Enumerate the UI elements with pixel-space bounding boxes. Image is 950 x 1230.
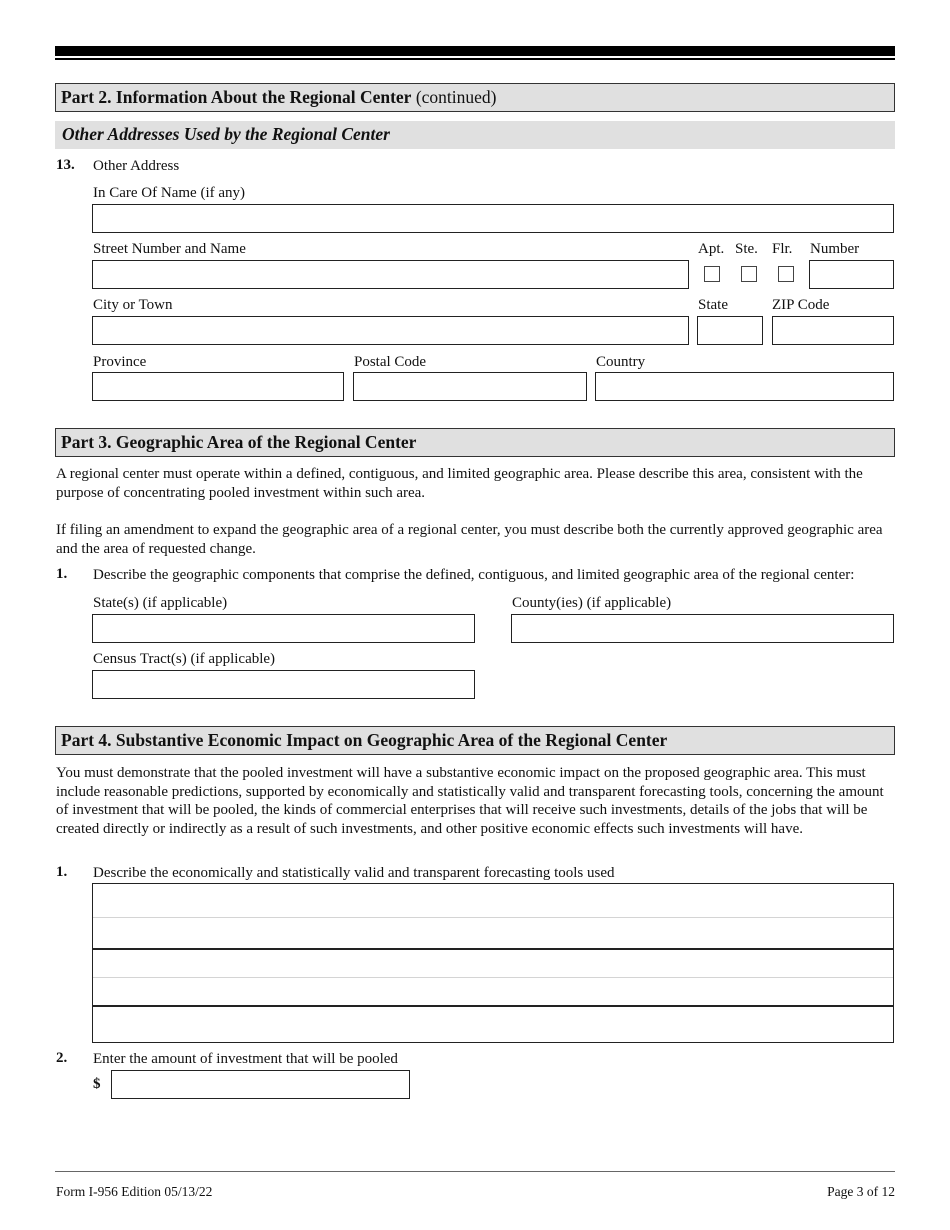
form-edition: Form I-956 Edition 05/13/22 [56,1184,213,1199]
part4-item2-label: Enter the amount of investment that will be pooled [93,1051,398,1067]
counties-label: County(ies) (if applicable) [512,595,672,611]
item-13-label: Other Address [93,158,180,174]
part3-item1-label: Describe the geographic components that comprise the defined, contiguous, and limited geographic area of the regional center: [93,567,855,583]
part2-header [55,83,895,112]
in-care-of-field[interactable] [92,204,894,233]
zip-label: ZIP Code [772,297,830,313]
province-label: Province [93,354,147,370]
city-field[interactable] [92,316,689,345]
country-field[interactable] [595,372,894,401]
postal-code-label: Postal Code [354,354,427,370]
top-rule-thick [55,46,895,56]
street-label: Street Number and Name [93,241,246,257]
textarea-rule [93,917,893,918]
counties-field[interactable] [511,614,894,643]
city-label: City or Town [93,297,173,313]
apt-checkbox[interactable] [704,266,720,282]
part4-item1-number: 1. [56,864,68,880]
textarea-rule [93,977,893,978]
ste-label: Ste. [735,241,758,257]
states-field[interactable] [92,614,475,643]
in-care-of-label: In Care Of Name (if any) [93,185,246,201]
textarea-rule [93,1005,893,1007]
part3-paragraph-1: A regional center must operate within a defined, contiguous, and limited geographic area. Please describe this area, consistent with the purpose of concentrating pooled investment within such area. [56,466,863,501]
number-label: Number [810,241,860,257]
part4-item2-number: 2. [56,1050,68,1066]
part4-header-title: Part 4. Substantive Economic Impact on Geographic Area of the Regional Center [61,730,668,750]
textarea-rule [93,948,893,950]
part2-subheader: Other Addresses Used by the Regional Center [55,121,895,149]
part4-header [55,726,895,755]
flr-checkbox[interactable] [778,266,794,282]
apt-number-field[interactable] [809,260,894,289]
part2-header-continued: (continued) [411,87,497,107]
province-field[interactable] [92,372,344,401]
country-label: Country [596,354,646,370]
part3-header [55,428,895,457]
part3-header-title: Part 3. Geographic Area of the Regional Center [61,432,417,452]
street-field[interactable] [92,260,689,289]
flr-label: Flr. [772,241,793,257]
dollar-sign: $ [93,1076,101,1092]
state-field[interactable] [697,316,763,345]
forecasting-tools-textarea[interactable] [92,883,894,1043]
item-13-number: 13. [56,157,75,173]
ste-checkbox[interactable] [741,266,757,282]
top-rule-thin [55,58,895,60]
footer-rule [55,1171,895,1172]
part3-item1-number: 1. [56,566,68,582]
postal-code-field[interactable] [353,372,587,401]
part4-item1-label: Describe the economically and statistically valid and transparent forecasting tools used [93,865,615,881]
states-label: State(s) (if applicable) [93,595,228,611]
part3-paragraph-2: If filing an amendment to expand the geographic area of a regional center, you must describe both the currently approved geographic area and the area of requested change. [56,522,883,557]
census-tract-label: Census Tract(s) (if applicable) [93,651,276,667]
census-tract-field[interactable] [92,670,475,699]
investment-amount-field[interactable] [111,1070,410,1099]
part2-header-title: Part 2. Information About the Regional Center [61,87,412,107]
part4-paragraph: You must demonstrate that the pooled investment will have a substantive economic impact on the proposed geographic area. This must include reasonable predictions, supported by economically and statistically valid and transparent forecasting tools, concerning the amount of investment that will be pooled, the kinds of commercial enterprises that will receive such investments, details of the jobs that will be created directly or indirectly as a result of such investments, and other positive economic effects such investments will have. [56,765,884,837]
page-number: Page 3 of 12 [827,1184,895,1199]
state-label: State [698,297,728,313]
apt-label: Apt. [698,241,725,257]
zip-field[interactable] [772,316,894,345]
